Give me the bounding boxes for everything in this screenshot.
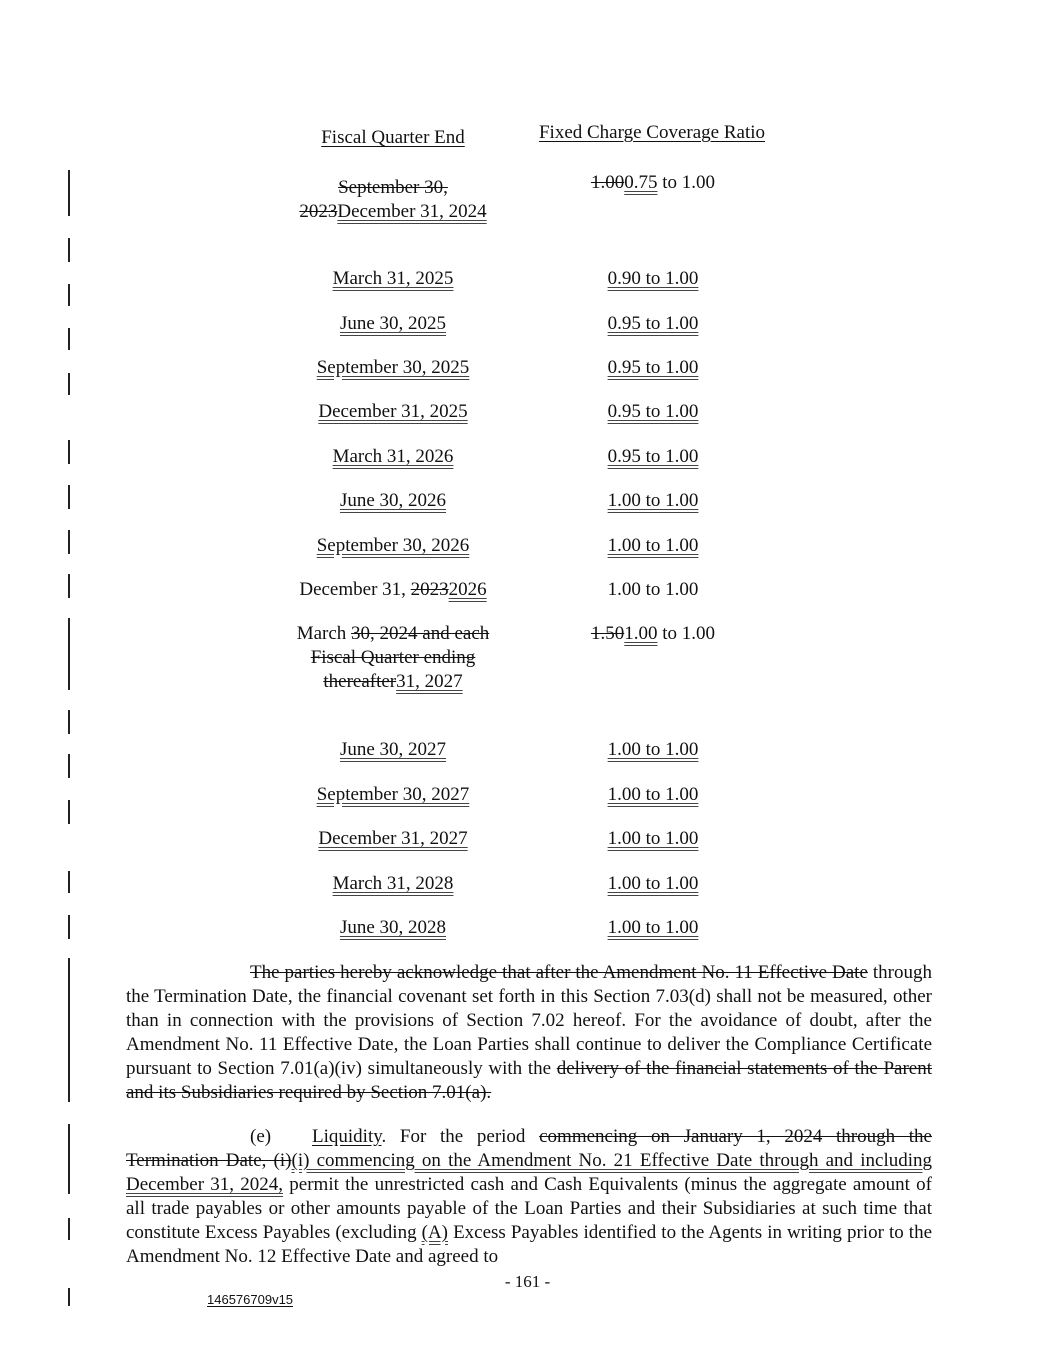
change-bar — [68, 1124, 70, 1194]
fiscal-quarter-cell: June 30, 2025 — [339, 313, 447, 334]
fiscal-quarter-cell: September 30, 2027 — [316, 784, 470, 805]
change-bar — [68, 328, 70, 350]
fiscal-quarter-cell: June 30, 2027 — [339, 739, 447, 760]
change-bar — [68, 170, 70, 216]
section-heading: Liquidity — [312, 1126, 382, 1147]
fiscal-quarter-cell: March 31, 2028 — [332, 873, 454, 894]
change-bar — [68, 618, 70, 690]
ratio-cell: 1.501.00 to 1.00 — [590, 623, 716, 644]
fiscal-quarter-cell: March 31, 2025 — [332, 268, 454, 289]
ratio-cell: 1.00 to 1.00 — [607, 490, 699, 511]
ratio-cell: 0.95 to 1.00 — [607, 357, 699, 378]
change-bar — [68, 485, 70, 509]
acknowledgement-paragraph: The parties hereby acknowledge that after the Amendment No. 11 Effective Date through the Termination Date, the financial covenant set forth in this Section 7.03(d) shall not be measured, other than in connection with the provisions of Section 7.02 hereof. For the avoidance of doubt, after the Amendment No. 11 Effective Date, the Loan Parties shall continue to deliver the Compliance Certificate pursuant to Section 7.01(a)(iv) simultaneously with the delivery of the financial statements of the Parent and its Subsidiaries required by Section 7.01(a). — [126, 962, 932, 1103]
ratio-cell: 1.00 to 1.00 — [607, 828, 699, 849]
ratio-cell: 0.95 to 1.00 — [607, 313, 699, 334]
fiscal-quarter-cell: March 31, 2026 — [332, 446, 454, 467]
ratio-cell: 1.00 to 1.00 — [607, 917, 699, 938]
page-number: - 161 - — [504, 1272, 551, 1291]
ratio-cell: 0.95 to 1.00 — [607, 446, 699, 467]
liquidity-paragraph: (e) Liquidity. For the period commencing on January 1, 2024 through the Termination Date, (i)(i) commencing on the Amendment No. 21 Effective Date through and including December 31, 2024, permit the unrestricted cash and Cash Equivalents (minus the aggregate amount of all trade payables or other amounts payable of the Loan Parties and their Subsidiaries at such time that constitute Excess Payables (excluding (A) Excess Payables identified to the Agents in writing prior to the Amendment No. 12 Effective Date and agreed to — [126, 1126, 933, 1267]
fiscal-quarter-cell: December 31, 20232026 — [299, 579, 487, 600]
fiscal-quarter-cell: March 30, 2024 and each Fiscal Quarter ending thereafter31, 2027 — [296, 623, 490, 692]
fiscal-quarter-cell: September 30, 2026 — [316, 535, 470, 556]
ratio-cell: 0.90 to 1.00 — [607, 268, 699, 289]
fiscal-quarter-cell: December 31, 2025 — [318, 401, 468, 422]
ratio-cell: 1.00 to 1.00 — [607, 579, 699, 600]
change-bar — [68, 710, 70, 734]
change-bar — [68, 754, 70, 778]
ratio-cell: 1.00 to 1.00 — [607, 535, 699, 556]
fiscal-quarter-cell: December 31, 2027 — [318, 828, 468, 849]
change-bar — [68, 1218, 70, 1240]
change-bar — [68, 915, 70, 939]
ratio-cell: 1.00 to 1.00 — [607, 784, 699, 805]
change-bar — [68, 871, 70, 893]
document-id: 146576709v15 — [207, 1292, 294, 1307]
change-bar — [68, 958, 70, 1102]
change-bar — [68, 574, 70, 598]
column-header-fiscal-quarter: Fiscal Quarter End — [321, 127, 465, 148]
ratio-cell: 1.00 to 1.00 — [607, 873, 699, 894]
change-bar — [68, 238, 70, 262]
fiscal-quarter-cell: June 30, 2026 — [339, 490, 447, 511]
fiscal-quarter-cell: June 30, 2028 — [339, 917, 447, 938]
change-bar — [68, 530, 70, 554]
change-bar — [68, 440, 70, 464]
fiscal-quarter-cell: September 30, 2023December 31, 2024 — [299, 177, 487, 222]
fiscal-quarter-cell: September 30, 2025 — [316, 357, 470, 378]
change-bar — [68, 373, 70, 395]
ratio-cell: 0.95 to 1.00 — [607, 401, 699, 422]
column-header-coverage-ratio: Fixed Charge Coverage Ratio — [538, 122, 765, 143]
change-bar — [68, 800, 70, 824]
ratio-cell: 1.000.75 to 1.00 — [590, 172, 716, 193]
section-label: (e) — [250, 1126, 272, 1147]
change-bar — [68, 284, 70, 306]
ratio-cell: 1.00 to 1.00 — [607, 739, 699, 760]
